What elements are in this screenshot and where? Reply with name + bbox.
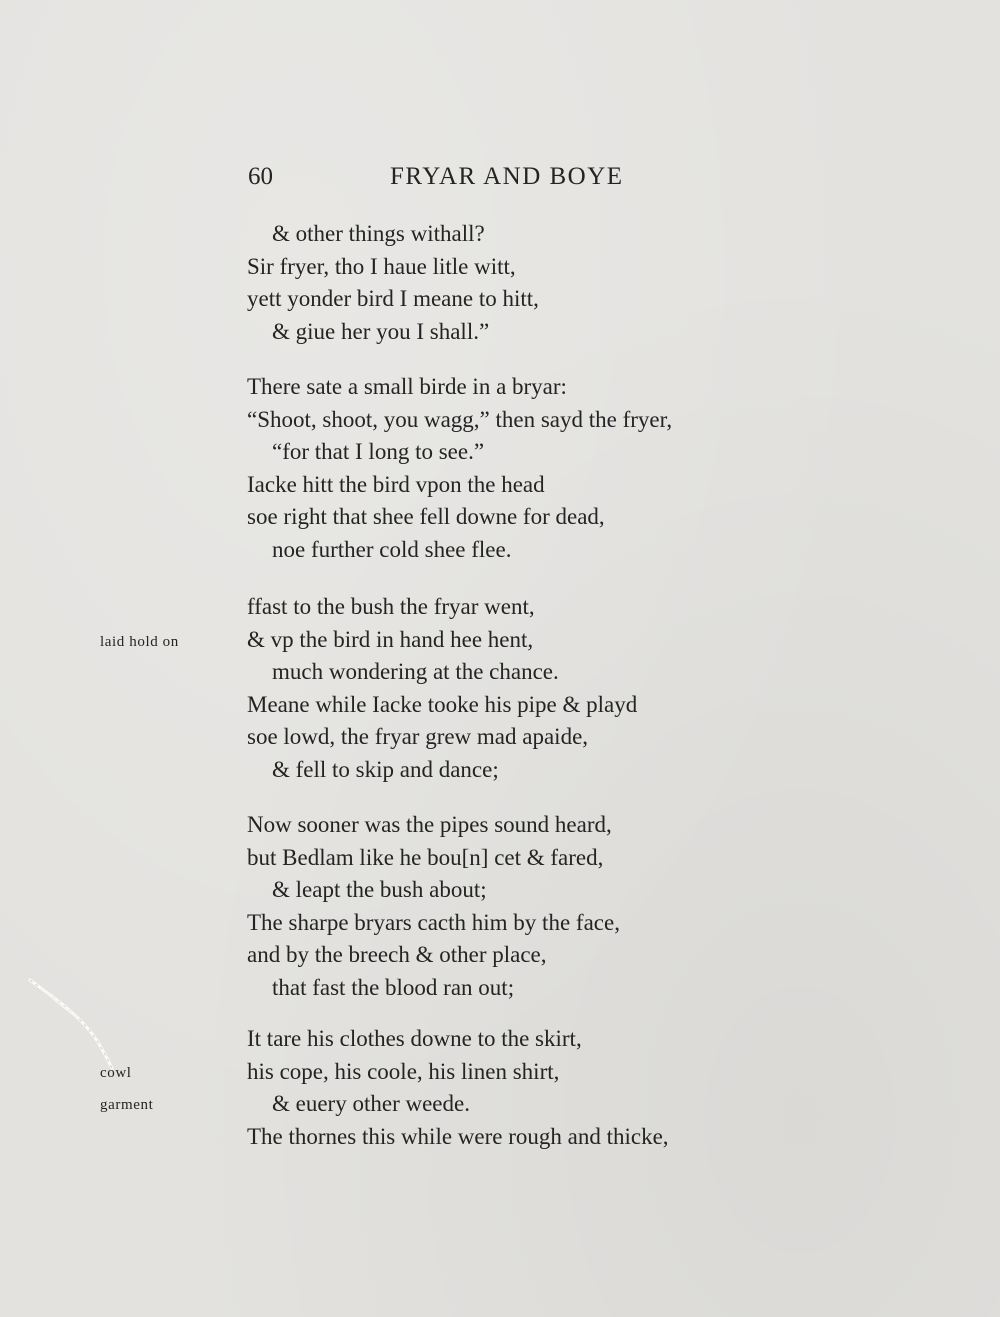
verse-line: & giue her you I shall.” [272, 318, 490, 344]
page-title: FRYAR AND BOYE [390, 163, 624, 190]
verse-line: There sate a small birde in a bryar: [247, 374, 567, 399]
verse-line: & fell to skip and dance; [272, 756, 499, 782]
margin-gloss: cowl [100, 1065, 132, 1081]
verse-line: Meane while Iacke tooke his pipe & playd [247, 691, 638, 717]
page-number: 60 [248, 163, 273, 190]
verse-line: & other things withall? [272, 221, 485, 246]
verse-line: noe further cold shee flee. [272, 536, 512, 562]
verse-line: “Shoot, shoot, you wagg,” then sayd the fryer, [247, 406, 673, 432]
verse-line: & vp the bird in hand hee hent, [247, 626, 534, 652]
verse-line: Iacke hitt the bird vpon the head [247, 471, 545, 497]
verse-line: soe lowd, the fryar grew mad apaide, [247, 724, 589, 750]
verse-line: that fast the blood ran out; [272, 974, 515, 1000]
verse-line: soe right that shee fell downe for dead, [247, 504, 605, 530]
verse-line: The sharpe bryars cacth him by the face, [247, 909, 620, 935]
verse-line: It tare his clothes downe to the skirt, [247, 1026, 582, 1051]
verse-line: ffast to the bush the fryar went, [247, 594, 535, 619]
stanza-3 [247, 591, 807, 787]
verse-line: “for that I long to see.” [272, 439, 485, 465]
margin-gloss: garment [100, 1097, 154, 1113]
stanza-4 [247, 809, 807, 1005]
verse-line: The thornes this while were rough and thicke, [247, 1123, 669, 1149]
running-head [248, 160, 638, 194]
paper-fiber-icon [20, 960, 130, 1080]
stanza-1 [247, 218, 807, 348]
verse-line: yett yonder bird I meane to hitt, [247, 286, 539, 312]
verse-line: & leapt the bush about; [272, 877, 487, 903]
verse-line: his cope, his coole, his linen shirt, [247, 1058, 560, 1084]
verse-line: much wondering at the chance. [272, 659, 559, 685]
verse-line: Sir fryer, tho I haue litle witt, [247, 253, 516, 279]
verse-line: Now sooner was the pipes sound heard, [247, 812, 612, 837]
verse-line: and by the breech & other place, [247, 942, 547, 968]
stanza-2 [247, 371, 807, 567]
margin-gloss: laid hold on [100, 634, 179, 650]
verse-line: & euery other weede. [272, 1091, 470, 1117]
verse-line: but Bedlam like he bou[n] cet & fared, [247, 844, 604, 870]
stanza-5 [247, 1023, 807, 1153]
